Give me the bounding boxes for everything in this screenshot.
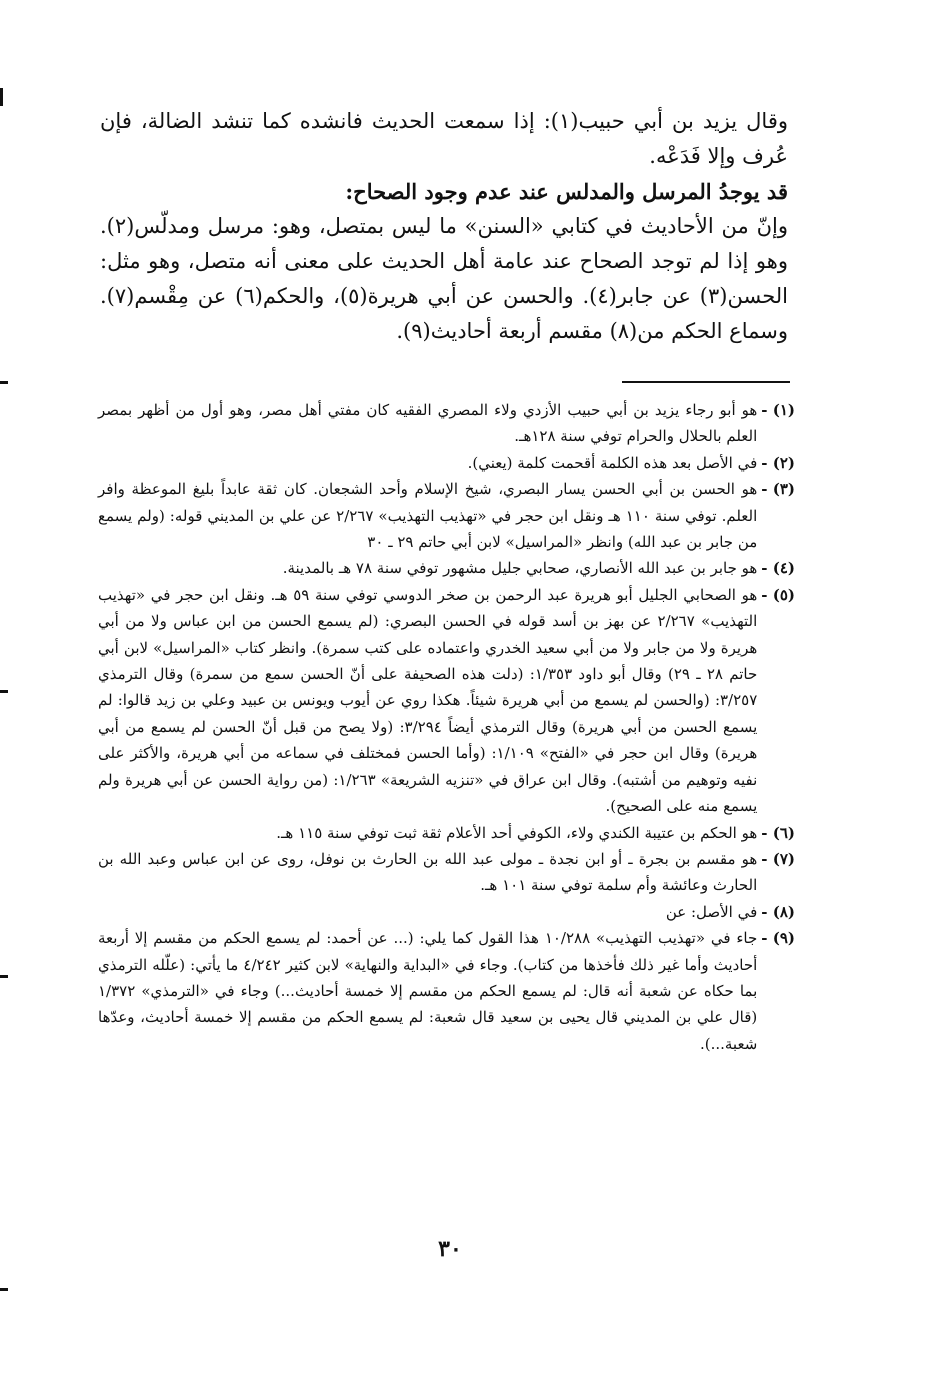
footnote-number: (٦) - (761, 823, 795, 842)
paragraph: وقال يزيد بن أبي حبيب(١): إذا سمعت الحديث فانشده كما تنشد الضالة، فإن عُرف وإلا فَدَعْه. (100, 109, 788, 168)
footnote-number: (٣) - (761, 480, 795, 499)
footnote-text: هو الحسن بن أبي الحسن يسار البصري، شيخ الإسلام وأحد الشجعان. كان ثقة عابداً بليغ الموعظة وافر العلم. توفي سنة ١١٠ هـ ونقل ابن حجر في «تهذيب التهذيب» ٢/٢٦٧ عن علي بن المديني قوله: (ولم يسمع من جابر بن عبد الله) وانظر «المراسيل» لابن أبي حاتم ٢٩ ـ ٣٠ (98, 480, 758, 552)
scan-edge-mark (0, 1288, 8, 1291)
scan-edge-mark (0, 88, 3, 106)
footnote-text: هو أبو رجاء يزيد بن أبي حبيب الأزدي ولاء المصري الفقيه كان مفتي أهل مصر، وهو أول من أظهر بمصر العلم بالحلال والحرام توفي سنة ١٢٨هـ. (98, 401, 758, 446)
footnote-number: (٥) - (761, 585, 795, 604)
footnote-number: (٨) - (761, 902, 795, 921)
footnote (98, 582, 795, 820)
footnote-number: (٧) - (761, 849, 795, 868)
footnote-text: هو الصحابي الجليل أبو هريرة عبد الرحمن بن صخر الدوسي توفي سنة ٥٩ هـ. ونقل ابن حجر في «تهذيب التهذيب» ٢/٢٦٧ عن بهز بن أسد قوله في الحسن البصري: (لم يسمع الحسن من ابن عباس ولا من أبي هريرة ولا من جابر ولا من أبي سعيد الخدري واعتماده على كتب سمرة). وانظر كتاب «المراسيل» لابن أبي حاتم ٢٨ ـ ٢٩) وقال أبو داود ١/٣٥٣: (دلت هذه الصحيفة على أنّ الحسن سمع من سمرة) وقال الترمذي ٣/٢٥٧: (والحسن لم يسمع من أبي هريرة شيئاً. هكذا روي عن أيوب ويونس بن عبيد وعلي بن زيد قالوا: لم يسمع الحسن من أبي هريرة) وقال الترمذي أيضاً ٣/٢٩٤: (ولا يصح من قبل أنّ الحسن لم يسمع من أبي هريرة) وقال ابن حجر في «الفتح» ١/١٠٩: (وأما الحسن فمختلف في سماعه من أبي هريرة، والأكثر على نفيه وتوهيم من أشتبه). وقال ابن عراق في «تنزيه الشريعة» ١/٢٦٣: (من رواية الحسن عن أبي هريرة ولم يسمع منه على الصحيح). (98, 585, 758, 816)
footnote (98, 450, 795, 476)
footnote-number: (٢) - (761, 453, 795, 472)
footnote-text: في الأصل: عن (665, 902, 758, 921)
footnote-number: (٤) - (761, 559, 795, 578)
section-heading: قد يوجدُ المرسل والمدلس عند عدم وجود الصحاح: (345, 179, 788, 204)
scan-edge-mark (0, 381, 8, 384)
main-text (100, 104, 788, 349)
footnote-text: هو الحكم بن عتيبة الكندي ولاء، الكوفي أحد الأعلام ثقة ثبت توفي سنة ١١٥ هـ. (276, 823, 758, 842)
footnote-text: في الأصل بعد هذه الكلمة أقحمت كلمة (يعني). (467, 453, 758, 472)
footnote (98, 899, 795, 925)
footnote-number: (٩) - (761, 929, 795, 948)
footnote (98, 397, 795, 450)
footnote (98, 820, 795, 846)
footnote (98, 846, 795, 899)
paragraph: وإنّ من الأحاديث في كتابي «السنن» ما ليس بمتصل، وهو: مرسل ومدلّس(٢). وهو إذا لم توجد الصحاح عند عامة أهل الحديث على معنى أنه متصل، وهو مثل: الحسن(٣) عن جابر(٤). والحسن عن أبي هريرة(٥)، والحكم(٦) عن مِقْسم(٧). وسماع الحكم من(٨) مقسم أربعة أحاديث(٩). (100, 214, 788, 343)
footnote-number: (١) - (761, 401, 795, 419)
footnote-text: هو مقسم بن بجرة ـ أو ابن نجدة ـ مولى عبد الله بن الحارث بن نوفل، روى عن ابن عباس وعبد الله بن الحارث وعائشة وأم سلمة توفي سنة ١٠١ هـ. (98, 849, 758, 895)
footnote-text: جاء في «تهذيب التهذيب» ١٠/٢٨٨ هذا القول كما يلي: (... عن أحمد: لم يسمع الحكم من مقسم إلا أربعة أحاديث وأما غير ذلك فأخذها من كتاب). وجاء في «البداية والنهاية» لابن كثير ٤/٢٤٢ ما يأتي: (علّله الترمذي بما حكاه عن شعبة أنه قال: لم يسمع الحكم من مقسم إلا خمسة أحاديث...) وجاء في «الترمذي» ١/٣٧٢ (قال علي بن المديني قال يحيى بن سعيد قال شعبة: لم يسمع الحكم من مقسم إلا خمسة أحاديث، وعدّها شعبة...). (98, 929, 758, 1053)
footnote (98, 476, 795, 555)
scan-edge-mark (0, 690, 8, 693)
scan-edge-mark (0, 975, 8, 978)
page-number: ٣٠ (438, 1236, 462, 1262)
footnote-separator (622, 381, 790, 383)
footnote-text: هو جابر بن عبد الله الأنصاري، صحابي جليل مشهور توفي سنة ٧٨ هـ بالمدينة. (282, 559, 758, 578)
footnote (98, 925, 795, 1057)
footnote (98, 555, 795, 581)
footnotes (98, 397, 795, 1057)
